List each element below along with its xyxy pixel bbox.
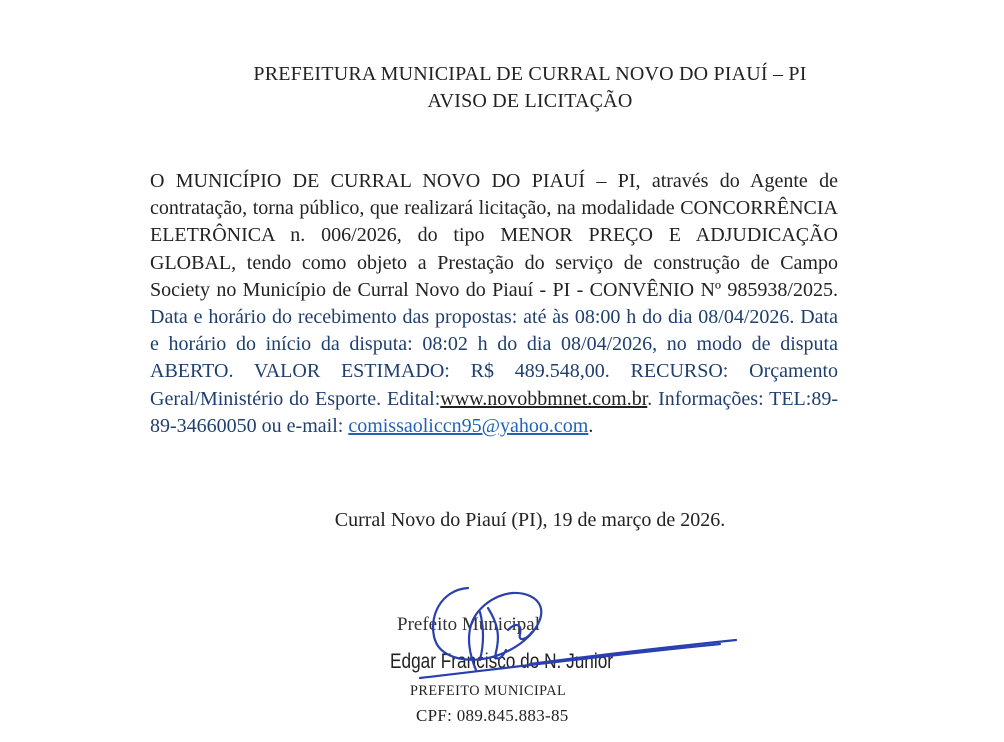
body-part-3: . Informações: TEL:89-89-34660050 ou e-mail: <box>150 387 838 437</box>
date-line: Curral Novo do Piauí (PI), 19 de março de 2026. <box>334 509 726 531</box>
notice-body <box>150 168 838 440</box>
body-part-2: Data e horário do recebimento das propostas: até às 08:00 h do dia 08/04/2026. Data e horário do início da disputa: 08:02 h do dia 08/04/2026, no modo de disputa ABERTO. VALOR ESTIMADO: R$ 489.548,00. RECURSO: Orçamento Geral/Ministério do Esporte. Edital: <box>150 306 838 410</box>
stamp-cpf: CPF: 089.845.883-85 <box>416 706 569 725</box>
stamp-name: Edgar Francisco do N. Junior <box>390 650 614 673</box>
header-prefeitura: PREFEITURA MUNICIPAL DE CURRAL NOVO DO PIAUÍ – PI <box>253 63 807 85</box>
signature-role: Prefeito Municipal <box>397 614 540 635</box>
stamp-title: PREFEITO MUNICIPAL <box>410 683 567 699</box>
header-aviso: AVISO DE LICITAÇÃO <box>427 90 633 112</box>
body-part-1: O MUNICÍPIO DE CURRAL NOVO DO PIAUÍ – PI, através do Agente de contratação, torna público, que realizará licitação, na modalidade CONCORRÊNCIA ELETRÔNICA n. 006/2026, do tipo MENOR PREÇO E ADJUDICAÇÃO GLOBAL, tendo como objeto a Prestação do serviço de construção de Campo Society no Município de Curral Novo do Piauí - PI - CONVÊNIO Nº 985938/2025. <box>150 170 838 301</box>
body-part-4: . <box>588 414 594 437</box>
email-link[interactable]: comissaoliccn95@yahoo.com <box>348 414 589 437</box>
edital-link[interactable]: www.novobbmnet.com.br <box>440 387 648 410</box>
